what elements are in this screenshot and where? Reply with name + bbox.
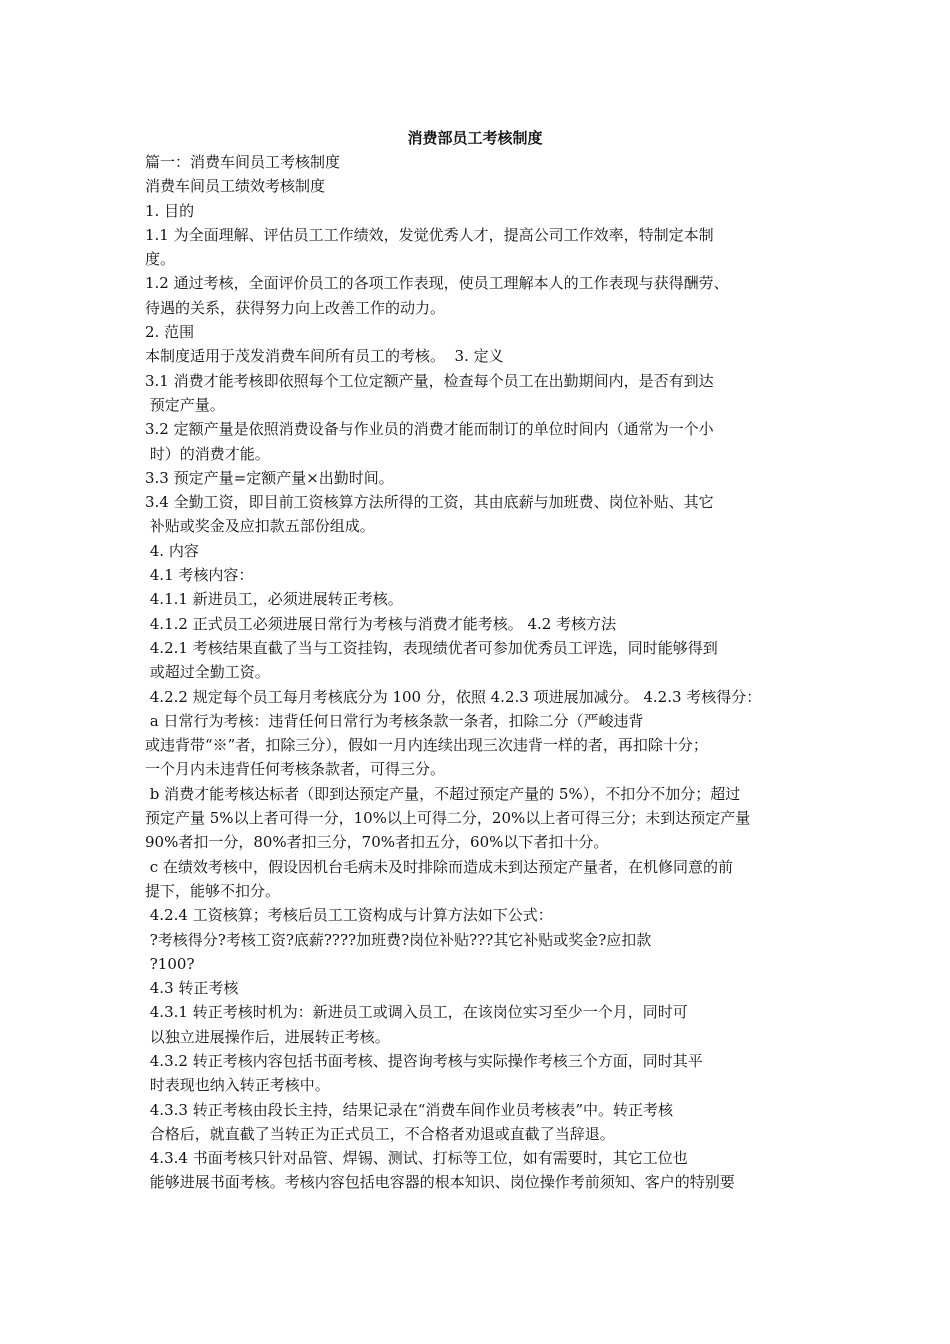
text-line: 3.3 预定产量=定额产量×出勤时间。 [145, 468, 394, 487]
text-line: 90%者扣一分，80%者扣三分，70%者扣五分，60%以下者扣十分。 [145, 833, 609, 852]
text-line: ?考核得分?考核工资?底薪????加班费?岗位补贴???其它补贴或奖金?应扣款 [145, 930, 652, 949]
text-line: 4.2.2 规定每个员工每月考核底分为 100 分，依照 4.2.3 项进展加减分。 4.2.3 考核得分： [145, 687, 762, 706]
text-line: c 在绩效考核中，假设因机台毛病未及时排除而造成未到达预定产量者，在机修同意的前 [145, 857, 733, 876]
document-body [145, 150, 825, 1195]
text-line: 或违背带“※”者，扣除三分），假如一月内连续出现三次违背一样的者，再扣除十分； [145, 736, 708, 755]
text-line: 消费车间员工绩效考核制度 [145, 177, 326, 196]
text-line: 3.2 定额产量是依照消费设备与作业员的消费才能而制订的单位时间内（通常为一个小 [145, 420, 714, 439]
text-line: 能够进展书面考核。考核内容包括电容器的根本知识、岗位操作考前须知、客户的特别要 [145, 1173, 735, 1192]
text-line: 4.3 转正考核 [145, 979, 239, 998]
text-line: 4.3.3 转正考核由段长主持，结果记录在“消费车间作业员考核表”中。转正考核 [145, 1100, 674, 1119]
text-line: 以独立进展操作后，进展转正考核。 [145, 1027, 390, 1046]
text-line: 4.3.2 转正考核内容包括书面考核、提咨询考核与实际操作考核三个方面，同时其平 [145, 1051, 703, 1070]
text-line: 合格后，就直截了当转正为正式员工，不合格者劝退或直截了当辞退。 [145, 1124, 615, 1143]
text-line: 1.1 为全面理解、评估员工工作绩效，发觉优秀人才，提高公司工作效率，特制定本制 [145, 225, 714, 244]
text-line: a 日常行为考核：违背任何日常行为考核条款一条者，扣除二分（严峻违背 [145, 711, 644, 730]
text-line: 待遇的关系，获得努力向上改善工作的动力。 [145, 298, 446, 317]
text-line: 度。 [145, 250, 176, 269]
text-line: 补贴或奖金及应扣款五部份组成。 [145, 517, 375, 536]
text-line: 提下，能够不扣分。 [145, 881, 281, 900]
text-line: 4. 内容 [145, 541, 199, 560]
text-line: 1. 目的 [145, 201, 195, 220]
text-line: 4.1.1 新进员工，必须进展转正考核。 [145, 590, 403, 609]
text-line: 4.3.4 书面考核只针对品管、焊锡、测试、打标等工位，如有需要时，其它工位也 [145, 1149, 688, 1168]
text-line: 预定产量。 [145, 395, 225, 414]
text-line: 4.1.2 正式员工必须进展日常行为考核与消费才能考核。 4.2 考核方法 [145, 614, 617, 633]
text-line: 1.2 通过考核，全面评价员工的各项工作表现，使员工理解本人的工作表现与获得酬劳、 [145, 274, 729, 293]
text-line: 4.2.4 工资核算；考核后员工工资构成与计算方法如下公式： [145, 906, 553, 925]
text-line: 2. 范围 [145, 323, 195, 342]
text-line: 或超过全勤工资。 [145, 663, 270, 682]
text-line: 篇一：消费车间员工考核制度 [145, 153, 341, 171]
text-line: 一个月内未违背任何考核条款者，可得三分。 [145, 760, 446, 779]
text-line: ?100? [145, 954, 195, 973]
text-line: 4.1 考核内容： [145, 566, 254, 585]
text-line: 本制度适用于茂发消费车间所有员工的考核。 3. 定义 [145, 347, 504, 366]
document-title: 消费部员工考核制度 [407, 129, 543, 147]
text-line: b 消费才能考核达标者（即到达预定产量，不超过预定产量的 5%），不扣分不加分；超过 [145, 784, 741, 803]
text-line: 3.4 全勤工资，即目前工资核算方法所得的工资，其由底薪与加班费、岗位补贴、其它 [145, 493, 714, 512]
text-line: 预定产量 5%以上者可得一分，10%以上可得二分，20%以上者可得三分；未到达预定产量 [145, 809, 751, 828]
text-line: 4.2.1 考核结果直截了当与工资挂钩，表现绩优者可参加优秀员工评选，同时能够得到 [145, 638, 718, 657]
text-line: 时）的消费才能。 [145, 444, 270, 463]
text-line: 3.1 消费才能考核即依照每个工位定额产量，检查每个员工在出勤期间内，是否有到达 [145, 371, 714, 390]
text-line: 4.3.1 转正考核时机为：新进员工或调入员工，在该岗位实习至少一个月，同时可 [145, 1003, 688, 1022]
text-line: 时表现也纳入转正考核中。 [145, 1076, 330, 1095]
